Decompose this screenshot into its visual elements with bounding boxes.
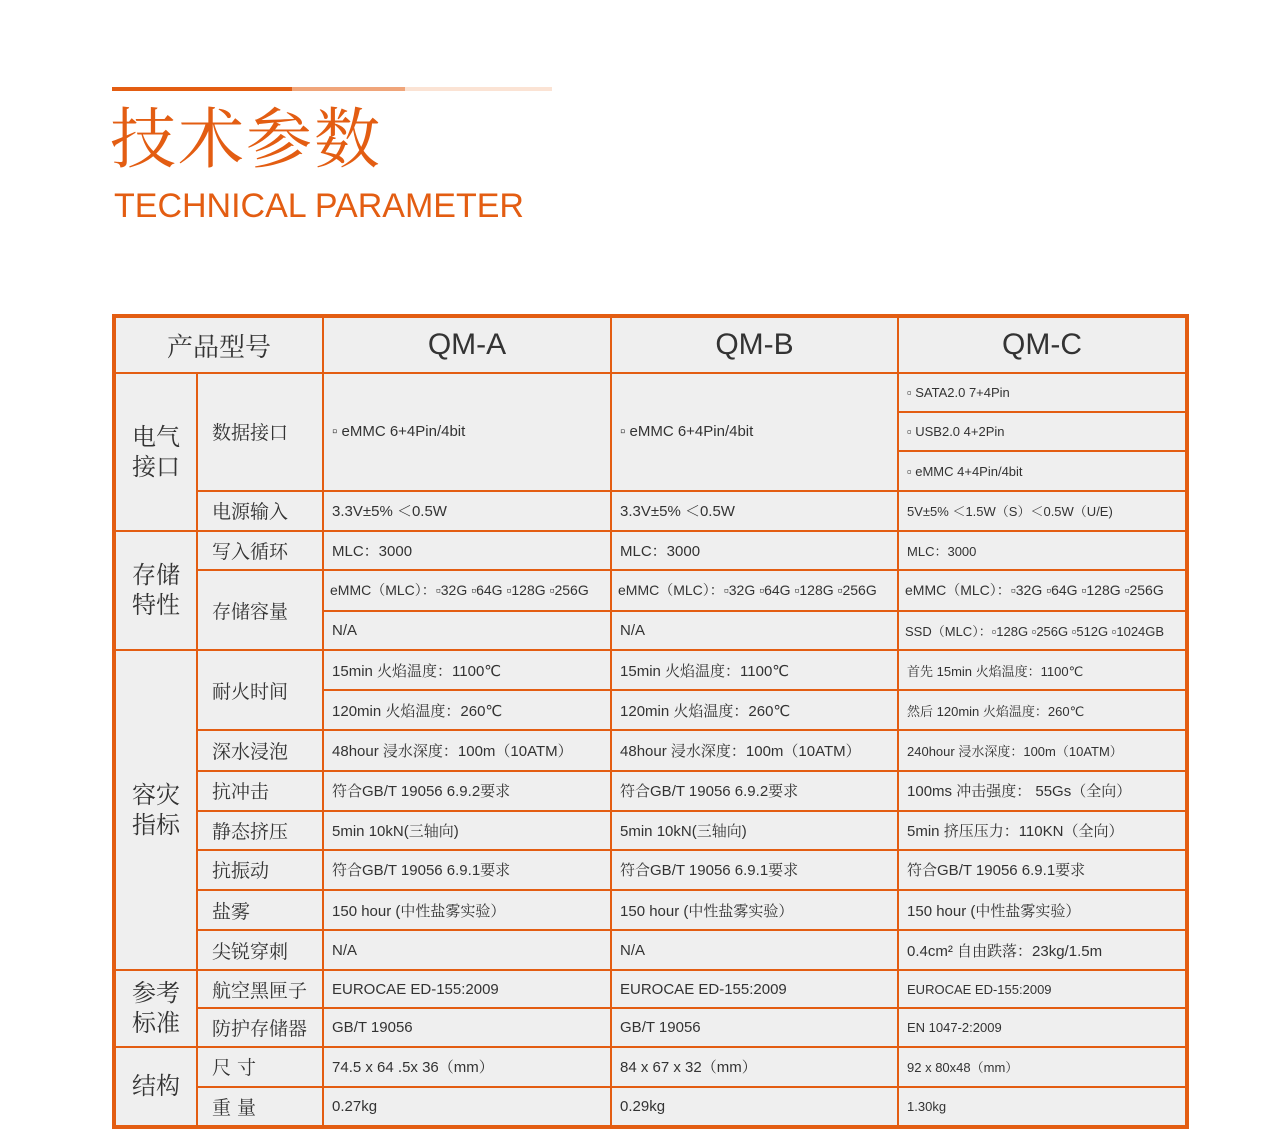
qmb-capacity-ssd: N/A [611, 611, 898, 650]
table-row [114, 1087, 1187, 1127]
param-salt-fog: 盐雾 [197, 890, 323, 930]
qmb-fire-120min: 120min 火焰温度：260℃ [611, 690, 898, 730]
param-shock: 抗冲击 [197, 771, 323, 811]
param-static-crush: 静态挤压 [197, 811, 323, 850]
table-row [114, 650, 1187, 690]
qma-vibration: 符合GB/T 19056 6.9.1要求 [323, 850, 611, 890]
qmc-power-input: 5V±5% ＜1.5W（S）＜0.5W（U/E) [898, 491, 1187, 531]
qmc-penetration: 0.4cm² 自由跌落：23kg/1.5m [898, 930, 1187, 970]
qmb-size: 84 x 67 x 32（mm） [611, 1047, 898, 1087]
qma-weight: 0.27kg [323, 1087, 611, 1127]
qmc-protected-storage: EN 1047-2:2009 [898, 1008, 1187, 1046]
param-write-cycles: 写入循环 [197, 531, 323, 570]
param-weight: 重 量 [197, 1087, 323, 1127]
group-reference-standard: 参考标准 [114, 970, 197, 1046]
table-row [114, 491, 1187, 531]
qmc-capacity-emmc: eMMC（MLC）：▫32G ▫64G ▫128G ▫256G [898, 570, 1187, 611]
qmb-aviation-box: EUROCAE ED-155:2009 [611, 970, 898, 1008]
qma-crush: 5min 10kN(三轴向) [323, 811, 611, 850]
qmc-capacity-ssd: SSD（MLC）：▫128G ▫256G ▫512G ▫1024GB [898, 611, 1187, 650]
group-structure: 结构 [114, 1047, 197, 1127]
table-row [114, 811, 1187, 850]
qmc-shock: 100ms 冲击强度： 55Gs（全向） [898, 771, 1187, 811]
qmb-weight: 0.29kg [611, 1087, 898, 1127]
group-disaster-tolerance: 容灾指标 [114, 650, 197, 970]
group-electrical-interface: 电气接口 [114, 373, 197, 531]
page-title-english: TECHNICAL PARAMETER [114, 187, 524, 225]
qmb-fire-15min: 15min 火焰温度：1100℃ [611, 650, 898, 690]
table-row [114, 1008, 1187, 1046]
param-size: 尺 寸 [197, 1047, 323, 1087]
qmc-interface-sata: ▫ SATA2.0 7+4Pin [898, 373, 1187, 412]
model-header-qm-a: QM-A [323, 316, 611, 373]
qmb-write-cycles: MLC：3000 [611, 531, 898, 570]
param-fire-time: 耐火时间 [197, 650, 323, 730]
param-aviation-black-box: 航空黑匣子 [197, 970, 323, 1008]
qmb-salt-fog: 150 hour (中性盐雾实验） [611, 890, 898, 930]
qmc-aviation-box: EUROCAE ED-155:2009 [898, 970, 1187, 1008]
table-row [114, 730, 1187, 770]
table-row [114, 570, 1187, 611]
table-row [114, 890, 1187, 930]
qma-power-input: 3.3V±5% ＜0.5W [323, 491, 611, 531]
table-row [114, 850, 1187, 890]
qmc-interface-emmc: ▫ eMMC 4+4Pin/4bit [898, 451, 1187, 490]
qma-aviation-box: EUROCAE ED-155:2009 [323, 970, 611, 1008]
model-header-qm-c: QM-C [898, 316, 1187, 373]
param-vibration: 抗振动 [197, 850, 323, 890]
qma-fire-120min: 120min 火焰温度：260℃ [323, 690, 611, 730]
qma-deep-water: 48hour 浸水深度：100m（10ATM） [323, 730, 611, 770]
qmb-protected-storage: GB/T 19056 [611, 1008, 898, 1046]
qmb-deep-water: 48hour 浸水深度：100m（10ATM） [611, 730, 898, 770]
param-protected-storage: 防护存储器 [197, 1008, 323, 1046]
qma-capacity-ssd: N/A [323, 611, 611, 650]
table-row [114, 531, 1187, 570]
table-row [114, 1047, 1187, 1087]
param-power-input: 电源输入 [197, 491, 323, 531]
table-row [114, 930, 1187, 970]
page-title-chinese: 技术参数 [110, 101, 382, 178]
group-storage: 存储特性 [114, 531, 197, 650]
qma-penetration: N/A [323, 930, 611, 970]
param-data-interface: 数据接口 [197, 373, 323, 490]
qmc-crush: 5min 挤压压力：110KN（全向） [898, 811, 1187, 850]
qma-shock: 符合GB/T 19056 6.9.2要求 [323, 771, 611, 811]
rule-segment-mid [292, 87, 405, 91]
qmc-weight: 1.30kg [898, 1087, 1187, 1127]
qmb-penetration: N/A [611, 930, 898, 970]
qmc-fire-120min: 然后 120min 火焰温度：260℃ [898, 690, 1187, 730]
param-deep-water: 深水浸泡 [197, 730, 323, 770]
title-accent-rule [112, 87, 552, 91]
rule-segment-light [405, 87, 552, 91]
qmc-write-cycles: MLC：3000 [898, 531, 1187, 570]
qma-protected-storage: GB/T 19056 [323, 1008, 611, 1046]
qma-write-cycles: MLC：3000 [323, 531, 611, 570]
qmb-vibration: 符合GB/T 19056 6.9.1要求 [611, 850, 898, 890]
model-header-qm-b: QM-B [611, 316, 898, 373]
qmc-salt-fog: 150 hour (中性盐雾实验） [898, 890, 1187, 930]
qma-fire-15min: 15min 火焰温度：1100℃ [323, 650, 611, 690]
qmb-capacity-emmc: eMMC（MLC）：▫32G ▫64G ▫128G ▫256G [611, 570, 898, 611]
qmc-fire-15min: 首先 15min 火焰温度：1100℃ [898, 650, 1187, 690]
table-row [114, 970, 1187, 1008]
table-row [114, 771, 1187, 811]
qma-capacity-emmc: eMMC（MLC）：▫32G ▫64G ▫128G ▫256G [323, 570, 611, 611]
qmb-power-input: 3.3V±5% ＜0.5W [611, 491, 898, 531]
product-model-header: 产品型号 [114, 316, 323, 373]
rule-segment-dark [112, 87, 292, 91]
qma-salt-fog: 150 hour (中性盐雾实验） [323, 890, 611, 930]
table-row [114, 373, 1187, 412]
qmb-crush: 5min 10kN(三轴向) [611, 811, 898, 850]
qma-size: 74.5 x 64 .5x 36（mm） [323, 1047, 611, 1087]
qma-data-interface: ▫ eMMC 6+4Pin/4bit [323, 373, 611, 490]
qmc-deep-water: 240hour 浸水深度：100m（10ATM） [898, 730, 1187, 770]
qmc-interface-usb: ▫ USB2.0 4+2Pin [898, 412, 1187, 451]
qmb-data-interface: ▫ eMMC 6+4Pin/4bit [611, 373, 898, 490]
qmc-vibration: 符合GB/T 19056 6.9.1要求 [898, 850, 1187, 890]
table-header-row [114, 316, 1187, 373]
param-capacity: 存储容量 [197, 570, 323, 650]
qmb-shock: 符合GB/T 19056 6.9.2要求 [611, 771, 898, 811]
technical-parameter-table [112, 314, 1189, 1129]
param-penetration: 尖锐穿刺 [197, 930, 323, 970]
qmc-size: 92 x 80x48（mm） [898, 1047, 1187, 1087]
